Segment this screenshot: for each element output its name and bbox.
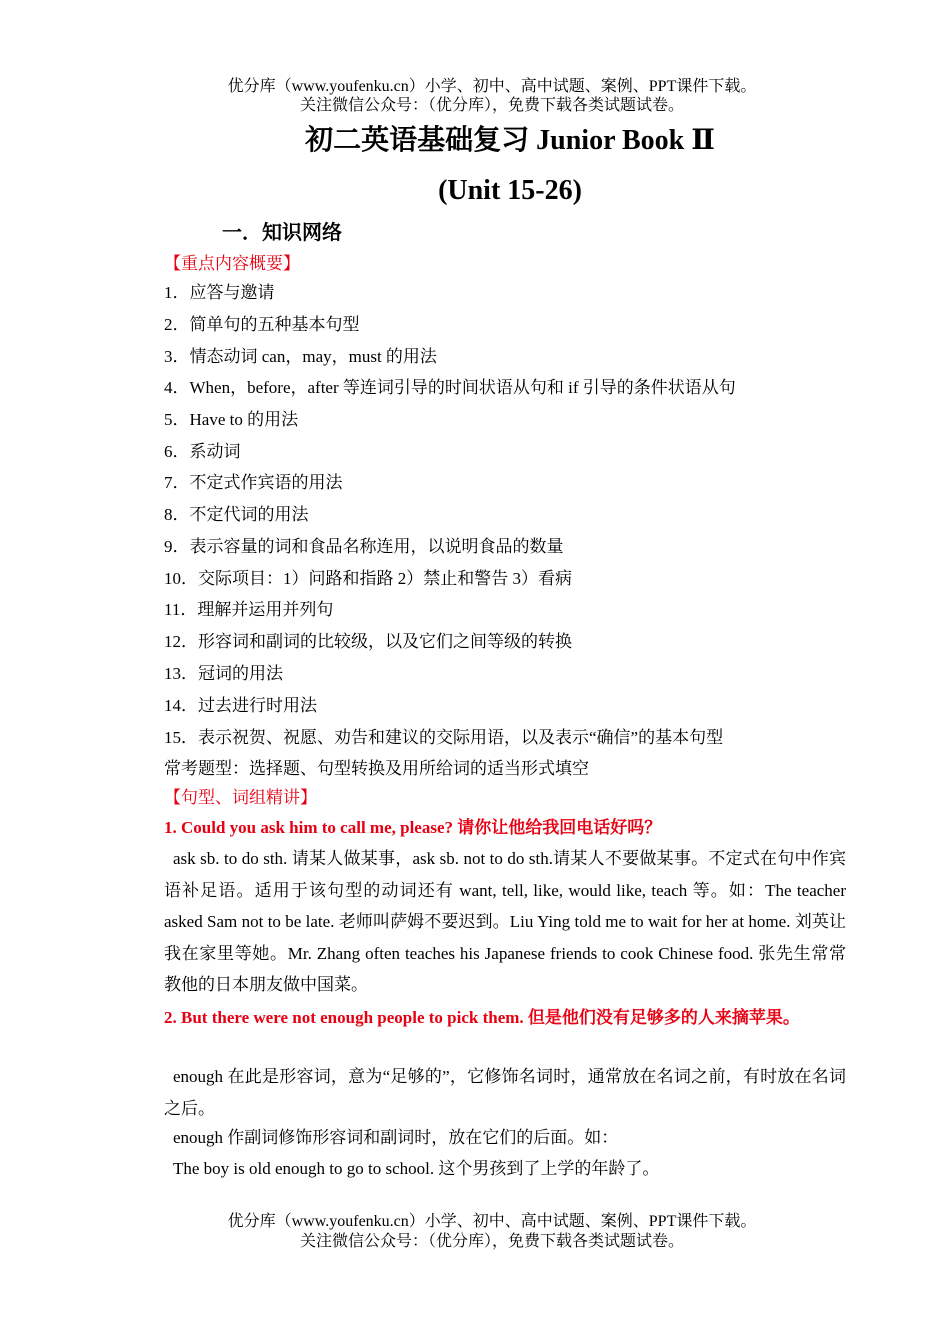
section-heading-knowledge-network: 一．知识网络 [222,222,342,244]
list-item: 1．应答与邀请 [164,283,275,302]
list-item: 13．冠词的用法 [164,664,283,683]
list-item: 2．简单句的五种基本句型 [164,315,360,334]
point-1-heading: 1. Could you ask him to call me, please? 请你让他给我回电话好吗？ [164,818,662,837]
list-item: 3．情态动词 can，may，must 的用法 [164,347,437,366]
point-2-heading: 2. But there were not enough people to pick them. 但是他们没有足够多的人来摘苹果。 [164,1008,800,1027]
list-item: 12．形容词和副词的比较级，以及它们之间等级的转换 [164,632,572,651]
list-item: 11．理解并运用并列句 [164,600,334,619]
key-content-label: 【重点内容概要】 [164,254,300,273]
list-item: 10．交际项目：1）问路和指路 2）禁止和警告 3）看病 [164,569,572,588]
list-item: 6．系动词 [164,442,241,461]
list-item: 9．表示容量的词和食品名称连用，以说明食品的数量 [164,537,564,556]
list-item: 15．表示祝贺、祝愿、劝告和建议的交际用语，以及表示“确信”的基本句型 [164,728,724,747]
document-subtitle: (Unit 15-26) [438,175,582,206]
point-2-explanation-1: enough 在此是形容词，意为“足够的”，它修饰名词时，通常放在名词之前，有时放在名词之后。 [164,1067,846,1118]
point-1-explanation: ask sb. to do sth. 请某人做某事，ask sb. not to do sth.请某人不要做某事。不定式在句中作宾语补足语。适用于该句型的动词还有 want, tell, like, would like, teach 等。如：The teacher asked Sam not to be late. 老师叫萨姆不要迟到。Liu Ying told me to wait for her at home. 刘英让我在家里等她。Mr. Zhang often teaches his Japanese friends to cook Chinese food. 张先生常常教他的日本朋友做中国菜。 [164,849,846,994]
point-2-explanation-2: enough 作副词修饰形容词和副词时，放在它们的后面。如： [173,1128,619,1147]
header-line-2: 关注微信公众号：（优分库），免费下载各类试题试卷。 [299,97,684,114]
sentence-patterns-label: 【句型、词组精讲】 [164,788,317,807]
point-2-example: The boy is old enough to go to school. 这个男孩到了上学的年龄了。 [173,1159,660,1178]
list-item: 4．When，before，after 等连词引导的时间状语从句和 if 引导的条件状语从句 [164,378,736,397]
list-item: 7．不定式作宾语的用法 [164,473,343,492]
list-item: 14．过去进行时用法 [164,696,317,715]
list-item: 8．不定代词的用法 [164,505,309,524]
footer-line-1: 优分库（www.youfenku.cn）小学、初中、高中试题、案例、PPT课件下载。 [227,1213,757,1230]
list-item: 5．Have to 的用法 [164,410,299,429]
footer-line-2: 关注微信公众号：（优分库），免费下载各类试题试卷。 [299,1233,684,1250]
document-title: 初二英语基础复习 Junior Book Ⅱ [305,125,715,156]
header-line-1: 优分库（www.youfenku.cn）小学、初中、高中试题、案例、PPT课件下载。 [227,78,757,95]
exam-types-note: 常考题型：选择题、句型转换及用所给词的适当形式填空 [164,759,589,778]
